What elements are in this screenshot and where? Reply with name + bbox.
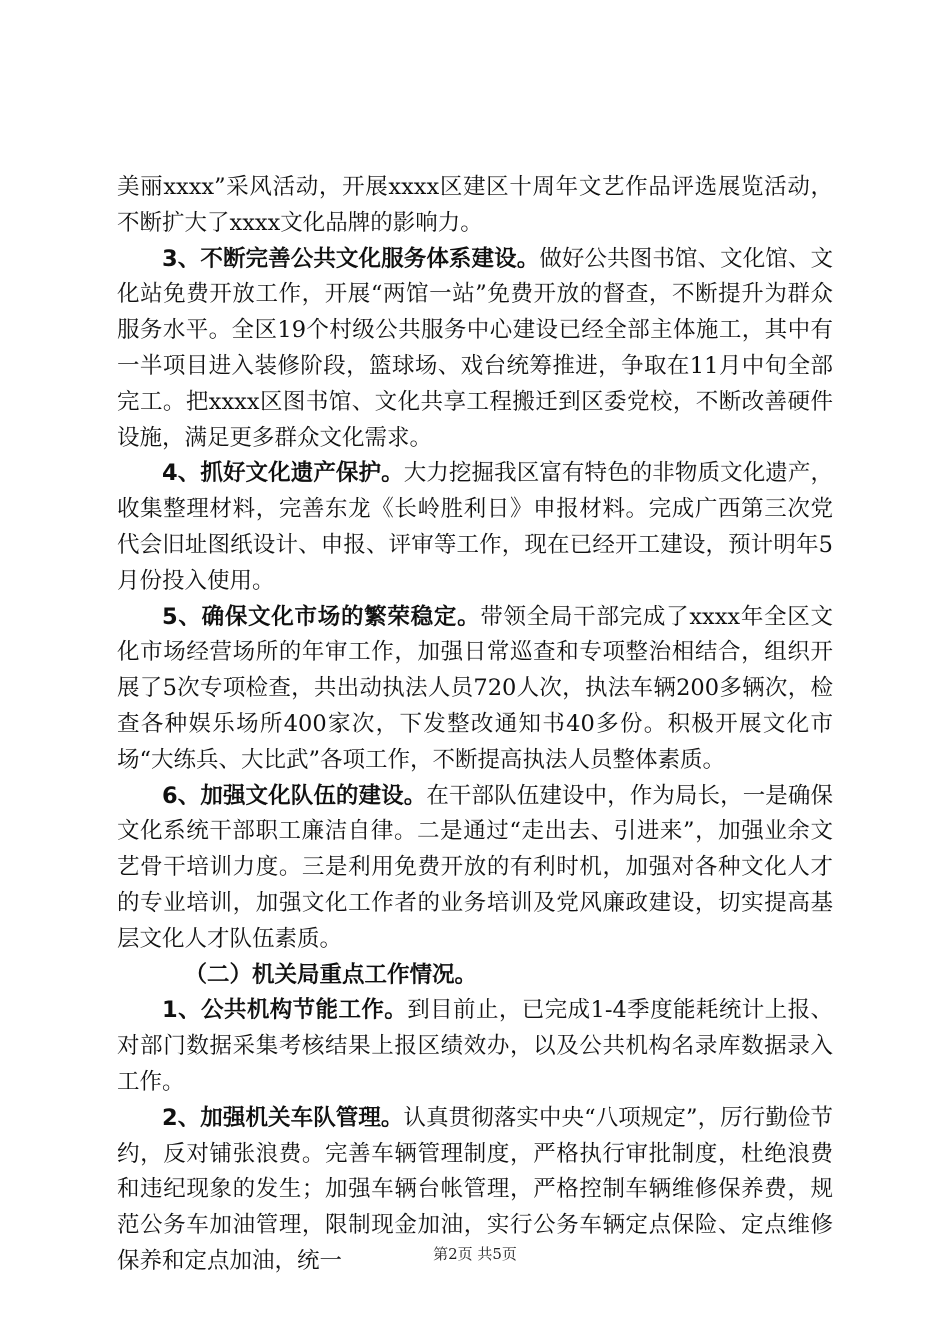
- paragraph-heading: 2、加强机关车队管理。: [162, 1104, 404, 1131]
- page-number-footer: 第2页 共5页: [433, 1245, 517, 1263]
- paragraph-cultural-heritage: [117, 456, 833, 599]
- document-body: [117, 170, 833, 1280]
- paragraph-body: 到目前止，已完成1-4季度能耗统计上报、对部门数据采集考核结果上报区绩效办，以及公共机构名录库数据录入工作。: [117, 997, 834, 1095]
- section-heading: [117, 958, 833, 994]
- paragraph-body: 带领全局干部完成了xxxx年全区文化市场经营场所的年审工作，加强日常巡查和专项整治相结合，组织开展了5次专项检查，共出动执法人员720人次，执法车辆200多辆次，检查各种娱乐场所400家次，下发整改通知书40多份。积极开展文化市场“大练兵、大比武”各项工作，不断提高执法人员整体素质。: [117, 603, 833, 773]
- paragraph-public-culture-service: [117, 242, 833, 457]
- paragraph-heading: 4、抓好文化遗产保护。: [162, 460, 404, 487]
- paragraph-heading: 1、公共机构节能工作。: [162, 997, 408, 1024]
- paragraph-body: 认真贯彻落实中央“八项规定”，厉行勤俭节约，反对铺张浪费。完善车辆管理制度，严格执行审批制度，杜绝浪费和违纪现象的发生；加强车辆台帐管理，严格控制车辆维修保养费，规范公务车加油管理，限制现金加油，实行公务车辆定点保险、定点维修保养和定点加油，统一: [117, 1104, 833, 1274]
- paragraph-heading: 6、加强文化队伍的建设。: [162, 782, 427, 809]
- paragraph-cultural-team: [117, 779, 833, 958]
- section-title: （二）机关局重点工作情况。: [184, 961, 478, 988]
- paragraph-continuation: [117, 170, 833, 242]
- paragraph-body: 美丽xxxx”采风活动，开展xxxx区建区十周年文艺作品评选展览活动，不断扩大了xxxx文化品牌的影响力。: [117, 174, 833, 236]
- paragraph-body: 在干部队伍建设中，作为局长，一是确保文化系统干部职工廉洁自律。二是通过“走出去、引进来”，加强业余文艺骨干培训力度。三是利用免费开放的有利时机，加强对各种文化人才的专业培训，加强文化工作者的业务培训及党风廉政建设，切实提高基层文化人才队伍素质。: [117, 782, 833, 952]
- paragraph-body: 大力挖掘我区富有特色的非物质文化遗产，收集整理材料，完善东龙《长岭胜利日》申报材料。完成广西第三次党代会旧址图纸设计、申报、评审等工作，现在已经开工建设，预计明年5月份投入使用。: [117, 460, 833, 594]
- paragraph-energy-saving: [117, 993, 833, 1100]
- paragraph-cultural-market: [117, 600, 833, 779]
- paragraph-heading: 3、不断完善公共文化服务体系建设。: [162, 245, 540, 272]
- paragraph-body: 做好公共图书馆、文化馆、文化站免费开放工作，开展“两馆一站”免费开放的督查，不断提升为群众服务水平。全区19个村级公共服务中心建设已经全部主体施工，其中有一半项目进入装修阶段，篮球场、戏台统筹推进，争取在11月中旬全部完工。把xxxx区图书馆、文化共享工程搬迁到区委党校，不断改善硬件设施，满足更多群众文化需求。: [117, 245, 833, 451]
- paragraph-heading: 5、确保文化市场的繁荣稳定。: [162, 603, 481, 630]
